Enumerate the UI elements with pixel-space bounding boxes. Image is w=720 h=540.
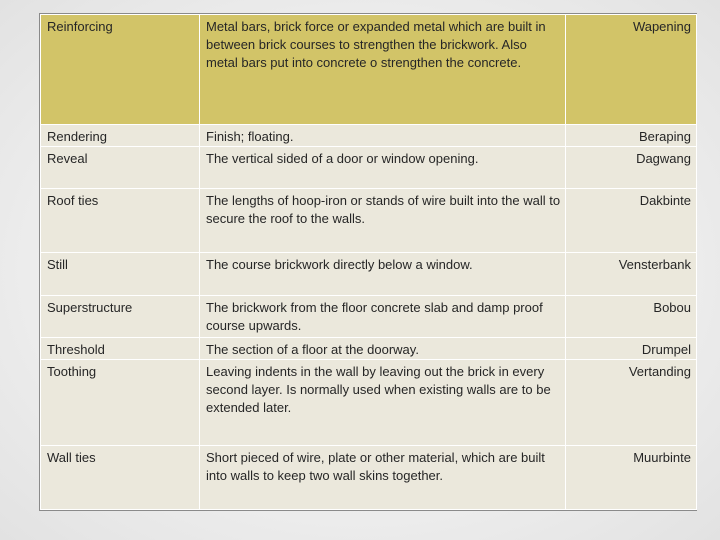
table-row <box>41 147 697 189</box>
table-row <box>41 125 697 147</box>
definition-cell: Leaving indents in the wall by leaving out the brick in every second layer. Is normally used when existing walls are to be extended later. <box>200 360 566 446</box>
translation-cell: Bobou <box>566 296 697 338</box>
translation-cell: Drumpel <box>566 338 697 360</box>
table-row <box>41 360 697 446</box>
table-row <box>41 446 697 510</box>
term-cell: Wall ties <box>41 446 200 510</box>
table-row <box>41 296 697 338</box>
translation-cell: Vensterbank <box>566 253 697 296</box>
translation-cell: Muurbinte <box>566 446 697 510</box>
table-row <box>41 253 697 296</box>
translation-cell: Dagwang <box>566 147 697 189</box>
term-cell: Toothing <box>41 360 200 446</box>
definition-cell: The course brickwork directly below a window. <box>200 253 566 296</box>
definition-cell: The lengths of hoop-iron or stands of wire built into the wall to secure the roof to the walls. <box>200 189 566 253</box>
definition-cell: Short pieced of wire, plate or other material, which are built into walls to keep two wall skins together. <box>200 446 566 510</box>
definition-cell: Finish; floating. <box>200 125 566 147</box>
table-row <box>41 15 697 125</box>
translation-cell: Wapening <box>566 15 697 125</box>
term-cell: Threshold <box>41 338 200 360</box>
translation-cell: Beraping <box>566 125 697 147</box>
glossary-table <box>40 14 697 510</box>
table-row <box>41 338 697 360</box>
term-cell: Reveal <box>41 147 200 189</box>
translation-cell: Dakbinte <box>566 189 697 253</box>
definition-cell: The brickwork from the floor concrete slab and damp proof course upwards. <box>200 296 566 338</box>
definition-cell: The vertical sided of a door or window opening. <box>200 147 566 189</box>
term-cell: Rendering <box>41 125 200 147</box>
glossary-table-frame <box>40 14 696 510</box>
definition-cell: The section of a floor at the doorway. <box>200 338 566 360</box>
term-cell: Still <box>41 253 200 296</box>
definition-cell: Metal bars, brick force or expanded metal which are built in between brick courses to strengthen the brickwork. Also metal bars put into concrete o strengthen the concrete. <box>200 15 566 125</box>
term-cell: Roof ties <box>41 189 200 253</box>
term-cell: Superstructure <box>41 296 200 338</box>
translation-cell: Vertanding <box>566 360 697 446</box>
term-cell: Reinforcing <box>41 15 200 125</box>
table-row <box>41 189 697 253</box>
